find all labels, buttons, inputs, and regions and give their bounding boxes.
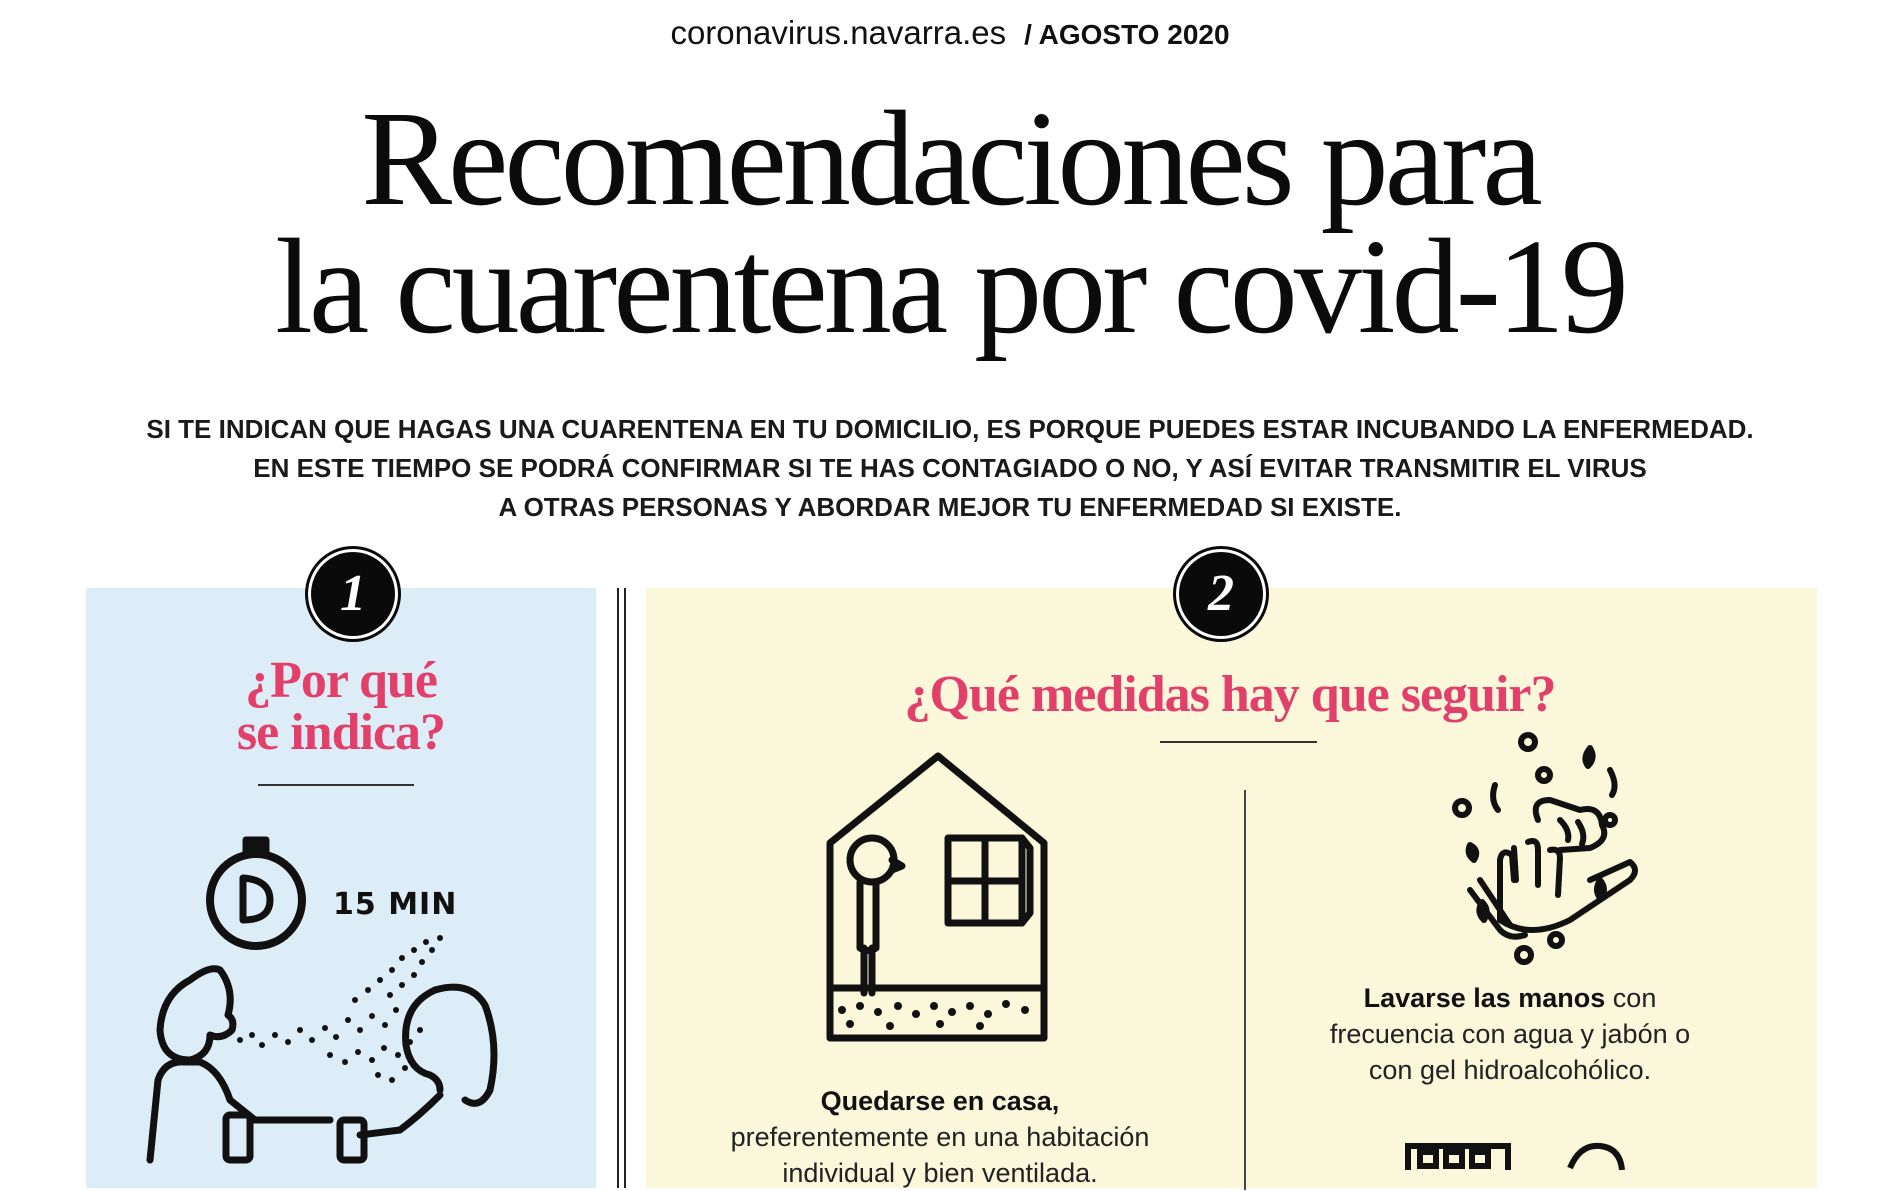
item-wash-hands-bold-suffix: con [1605, 983, 1657, 1013]
item-stay-home-caption [690, 1083, 1190, 1191]
item-wash-hands-line-1: frecuencia con agua y jabón o [1329, 1019, 1691, 1049]
title-line-1: Recomendaciones para [361, 84, 1539, 234]
people-talking-timer-icon [140, 830, 540, 1170]
header-date: / AGOSTO 2020 [1024, 19, 1230, 50]
item-stay-home-line-1: preferentemente en una habitación [730, 1122, 1150, 1152]
hand-washing-icon [1440, 730, 1650, 965]
section-1-title [176, 652, 506, 761]
section-2-column-divider [1244, 790, 1246, 1190]
section-1-title-line-2: se indica? [236, 704, 446, 761]
page-title [0, 84, 1900, 362]
item-wash-hands-caption [1290, 980, 1730, 1088]
header-source-line [0, 14, 1900, 52]
intro-line-1: SI TE INDICAN QUE HAGAS UNA CUARENTENA EN TU DOMICILIO, ES PORQUE PUEDES ESTAR INCUBANDO LA ENFERMEDAD. [146, 414, 1754, 444]
intro-line-2: EN ESTE TIEMPO SE PODRÁ CONFIRMAR SI TE HAS CONTAGIADO O NO, Y ASÍ EVITAR TRANSMITIR EL VIRUS [253, 453, 1647, 483]
section-1-number-badge: 1 [311, 552, 395, 636]
intro-line-3: A OTRAS PERSONAS Y ABORDAR MEJOR TU ENFERMEDAD SI EXISTE. [498, 492, 1402, 522]
panel-divider-right [624, 588, 626, 1188]
section-2-title: ¿Qué medidas hay que seguir? [904, 666, 1556, 723]
timer-label: 15 MIN [333, 887, 458, 922]
section-2-title-rule [1160, 741, 1317, 743]
item-wash-hands-line-2: con gel hidroalcohólico. [1368, 1055, 1652, 1085]
site-link[interactable]: coronavirus.navarra.es [670, 14, 1007, 51]
next-item-illustration-icon [1400, 1140, 1660, 1170]
section-1-title-rule [258, 784, 414, 786]
item-wash-hands-bold: Lavarse las manos [1363, 983, 1606, 1013]
section-1-title-line-1: ¿Por qué [245, 652, 437, 709]
item-stay-home-bold: Quedarse en casa, [820, 1086, 1060, 1116]
section-2-number-badge: 2 [1179, 552, 1263, 636]
panel-divider-left [617, 588, 619, 1188]
title-line-2: la cuarentena por covid-19 [275, 212, 1625, 362]
house-person-icon [820, 748, 1050, 1048]
item-stay-home-line-2: individual y bien ventilada. [782, 1158, 1098, 1188]
intro-paragraph [0, 410, 1900, 527]
